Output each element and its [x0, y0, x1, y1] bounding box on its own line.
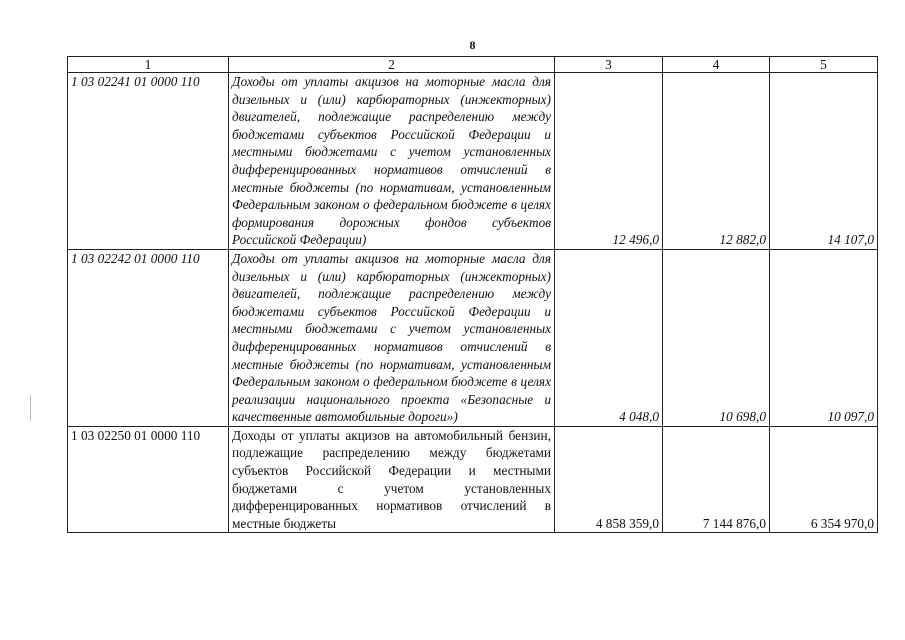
budget-code-cell: 1 03 02241 01 0000 110 [68, 73, 229, 250]
column-header-3: 3 [555, 57, 663, 73]
table-row [68, 426, 878, 533]
column-header-5: 5 [770, 57, 878, 73]
description-cell: Доходы от уплаты акцизов на автомобильный бензин, подлежащие распределению между бюджетами субъектов Российской Федерации и местными бюджетами с учетом установленных дифференцированных нормативов отчислений в местные бюджеты [229, 426, 555, 533]
amount-col4-cell: 12 882,0 [663, 73, 770, 250]
column-header-4: 4 [663, 57, 770, 73]
scan-margin-mark [30, 395, 31, 421]
table-header-row [68, 57, 878, 73]
amount-col5-cell: 6 354 970,0 [770, 426, 878, 533]
amount-col5-cell: 14 107,0 [770, 73, 878, 250]
column-header-2: 2 [229, 57, 555, 73]
amount-col3-cell: 4 858 359,0 [555, 426, 663, 533]
budget-code-cell: 1 03 02242 01 0000 110 [68, 249, 229, 426]
page-number: 8 [469, 38, 476, 52]
description-cell: Доходы от уплаты акцизов на моторные масла для дизельных и (или) карбюраторных (инжекторных) двигателей, подлежащие распределению между бюджетами субъектов Российской Федерации и местными бюджетами с учетом установленных дифференцированных нормативов отчислений в местные бюджеты (по нормативам, установленным Федеральным законом о федеральном бюджете в целях формирования дорожных фондов субъектов Российской Федерации) [229, 73, 555, 250]
budget-code-cell: 1 03 02250 01 0000 110 [68, 426, 229, 533]
description-cell: Доходы от уплаты акцизов на моторные масла для дизельных и (или) карбюраторных (инжекторных) двигателей, подлежащие распределению между бюджетами субъектов Российской Федерации и местными бюджетами с учетом установленных дифференцированных нормативов отчислений в местные бюджеты (по нормативам, установленным Федеральным законом о федеральном бюджете в целях реализации национального проекта «Безопасные и качественные автомобильные дороги») [229, 249, 555, 426]
amount-col3-cell: 12 496,0 [555, 73, 663, 250]
budget-revenue-table [67, 56, 878, 533]
amount-col4-cell: 7 144 876,0 [663, 426, 770, 533]
table-row [68, 249, 878, 426]
column-header-1: 1 [68, 57, 229, 73]
amount-col3-cell: 4 048,0 [555, 249, 663, 426]
amount-col5-cell: 10 097,0 [770, 249, 878, 426]
amount-col4-cell: 10 698,0 [663, 249, 770, 426]
table-row [68, 73, 878, 250]
